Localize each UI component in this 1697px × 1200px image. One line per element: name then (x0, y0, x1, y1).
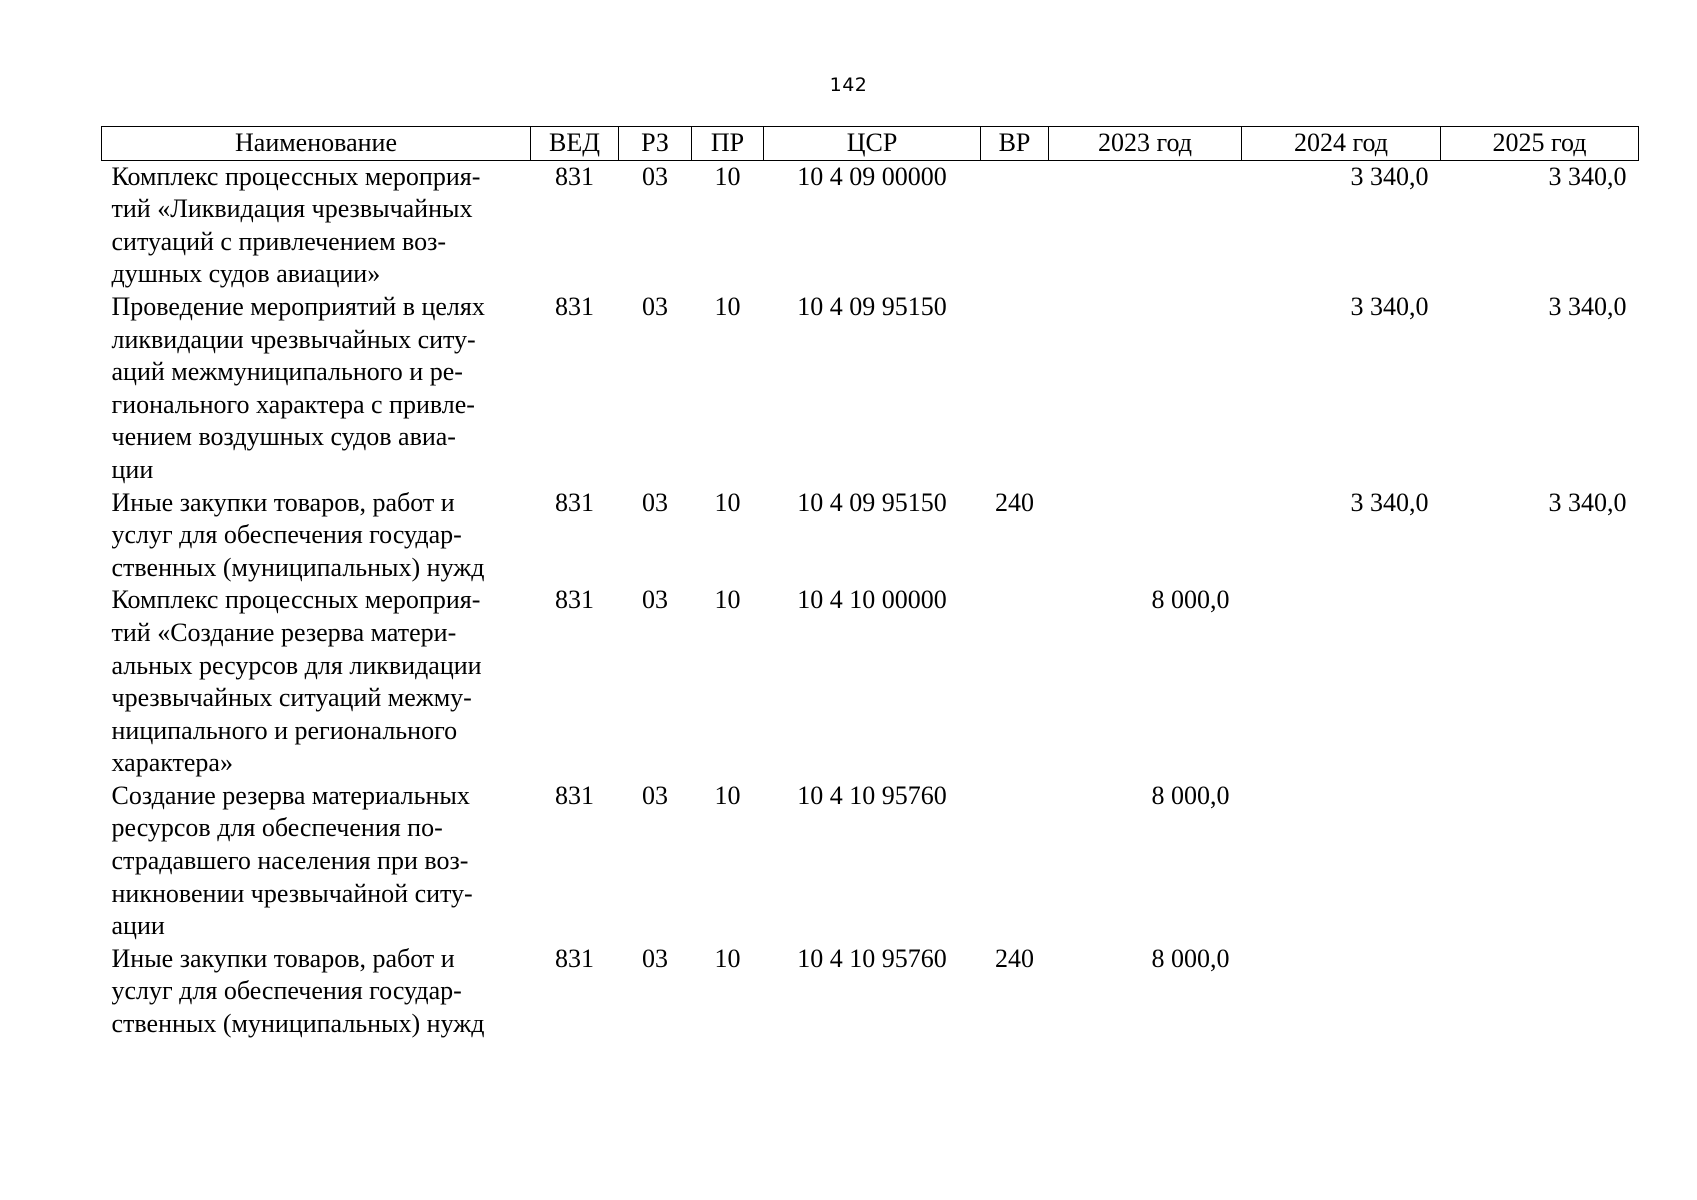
cell-rz: 03 (642, 585, 668, 615)
header-2024: 2024 год (1242, 127, 1441, 161)
cell-pr: 10 (714, 291, 741, 321)
cell-2024 (1242, 584, 1441, 780)
cell-name: Создание резерва материальных ресурсов для обеспечения по- страдавшего населения при воз- никновении чрезвычайной ситу- ации (111, 780, 473, 941)
cell-name: Проведение мероприятий в целях ликвидации чрезвычайных ситу- аций межмуниципального и ре- гионального характера с привле- чением воздушных судов авиа- ции (111, 291, 485, 484)
cell-rz: 03 (642, 780, 668, 810)
cell-name: Иные закупки товаров, работ и услуг для обеспечения государ- ственных (муниципальных) нужд (111, 943, 485, 1039)
cell-rz: 03 (642, 161, 668, 191)
cell-2023: 8 000,0 (1151, 585, 1230, 615)
cell-vr: 240 (995, 487, 1034, 517)
table-body (102, 160, 1639, 1041)
cell-csr: 10 4 10 00000 (797, 585, 947, 615)
header-csr: ЦСР (764, 127, 981, 161)
cell-rz: 03 (642, 291, 668, 321)
table-row (102, 160, 1639, 291)
header-pr: ПР (692, 127, 764, 161)
cell-pr: 10 (714, 487, 741, 517)
table-row (102, 487, 1639, 585)
table-row (102, 780, 1639, 943)
cell-2024 (1242, 780, 1441, 943)
cell-name: Комплекс процессных мероприя- тий «Создание резерва матери- альных ресурсов для ликвидации чрезвычайных ситуаций межму- ниципального и регионального характера» (111, 585, 482, 778)
table-row (102, 291, 1639, 487)
cell-2023 (1049, 487, 1242, 585)
cell-rz: 03 (642, 487, 668, 517)
cell-csr: 10 4 09 00000 (797, 161, 947, 191)
cell-2024: 3 340,0 (1350, 291, 1429, 321)
cell-csr: 10 4 10 95760 (797, 780, 947, 810)
cell-2024: 3 340,0 (1350, 487, 1429, 517)
cell-2025: 3 340,0 (1548, 291, 1627, 321)
cell-ved: 831 (555, 943, 594, 973)
cell-pr: 10 (714, 161, 741, 191)
cell-2023: 8 000,0 (1151, 943, 1230, 973)
cell-2025: 3 340,0 (1548, 161, 1627, 191)
header-rz: РЗ (619, 127, 692, 161)
budget-table (101, 126, 1639, 1041)
cell-csr: 10 4 10 95760 (797, 943, 947, 973)
header-row (102, 127, 1639, 161)
cell-pr: 10 (714, 585, 741, 615)
cell-pr: 10 (714, 943, 741, 973)
cell-ved: 831 (555, 780, 594, 810)
cell-2023: 8 000,0 (1151, 780, 1230, 810)
cell-vr (981, 291, 1049, 487)
cell-csr: 10 4 09 95150 (797, 487, 947, 517)
header-vr: ВР (981, 127, 1049, 161)
cell-name: Иные закупки товаров, работ и услуг для обеспечения государ- ственных (муниципальных) нужд (111, 487, 485, 582)
cell-csr: 10 4 09 95150 (797, 291, 947, 321)
cell-ved: 831 (555, 291, 594, 321)
cell-2025 (1441, 584, 1639, 780)
cell-vr (981, 160, 1049, 291)
table-header (102, 127, 1639, 161)
cell-rz: 03 (642, 943, 668, 973)
header-2023: 2023 год (1049, 127, 1242, 161)
header-2025: 2025 год (1441, 127, 1639, 161)
table-row (102, 584, 1639, 780)
cell-2024: 3 340,0 (1350, 161, 1429, 191)
cell-2023 (1049, 291, 1242, 487)
page-number: 142 (829, 74, 868, 96)
cell-2023 (1049, 160, 1242, 291)
cell-ved: 831 (555, 487, 594, 517)
cell-2025 (1441, 943, 1639, 1041)
cell-vr (981, 780, 1049, 943)
cell-vr: 240 (995, 943, 1034, 973)
cell-ved: 831 (555, 585, 594, 615)
cell-name: Комплекс процессных мероприя- тий «Ликвидация чрезвычайных ситуаций с привлечением воз- душных судов авиации» (111, 161, 481, 289)
cell-2025: 3 340,0 (1548, 487, 1627, 517)
cell-2025 (1441, 780, 1639, 943)
cell-ved: 831 (555, 161, 594, 191)
table-row (102, 943, 1639, 1041)
cell-vr (981, 584, 1049, 780)
cell-pr: 10 (714, 780, 741, 810)
header-ved: ВЕД (531, 127, 619, 161)
cell-2024 (1242, 943, 1441, 1041)
header-name: Наименование (102, 127, 531, 161)
